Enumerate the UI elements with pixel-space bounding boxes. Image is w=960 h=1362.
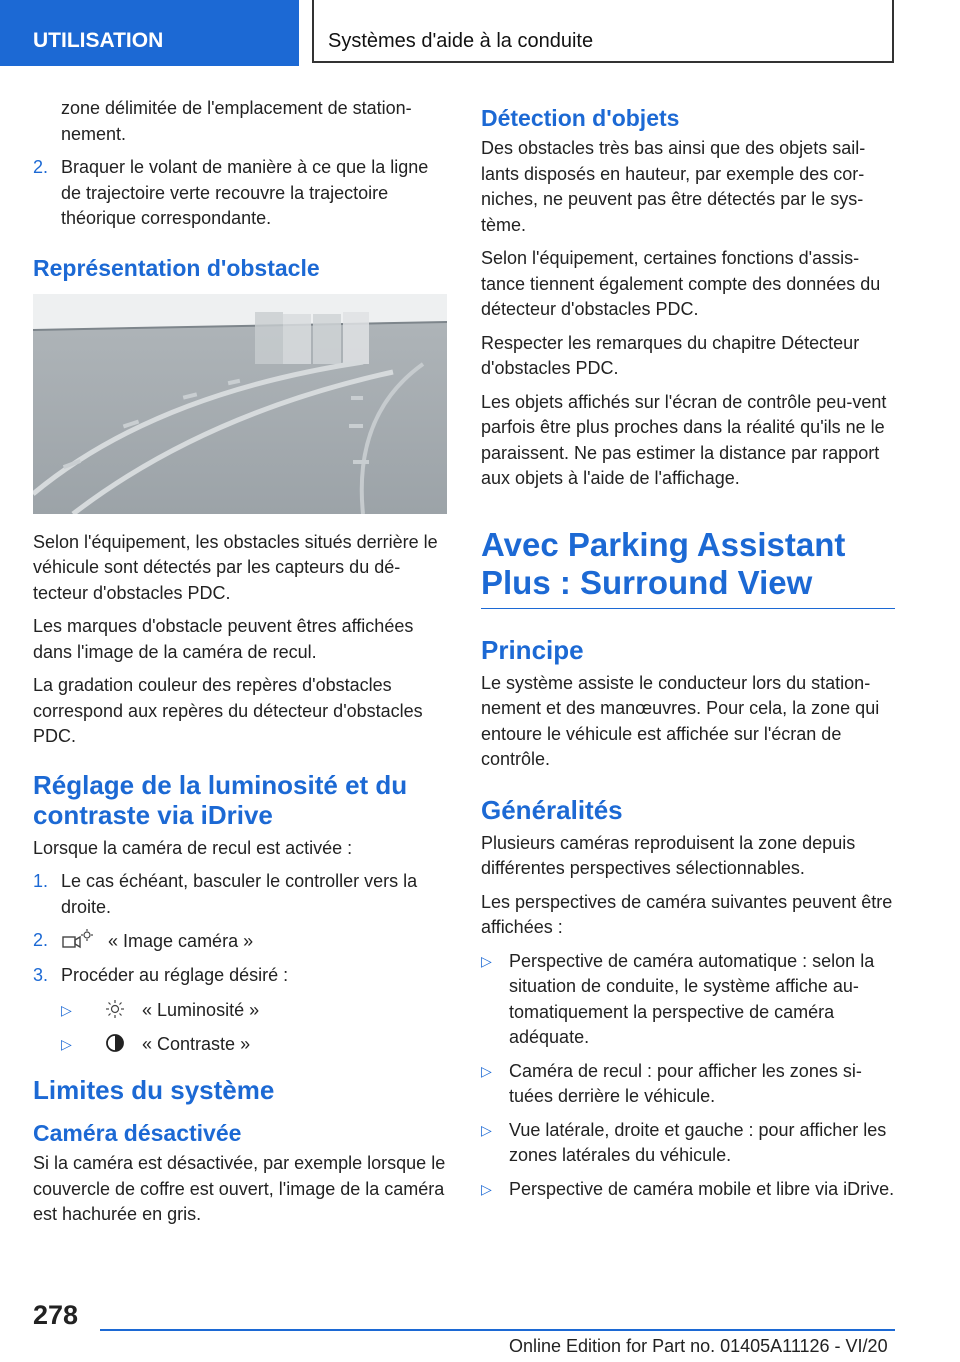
detection-paragraph-3: Respecter les remarques du chapitre Détecteur d'obstacles PDC. — [481, 332, 860, 378]
step-number: 2. — [33, 157, 49, 177]
camera-off-text: Si la caméra est désactivée, par exemple lorsque le couvercle de coffre est ouvert, l'image de la caméra est hachurée en gris. — [33, 1153, 446, 1224]
obstacle-heading: Représentation d'obstacle — [33, 254, 320, 281]
bullet-text: Perspective de caméra automatique : selon la situation de conduite, le système affiche au-tomatiquement la perspective de caméra adéquate. — [509, 950, 875, 1047]
list-item — [33, 155, 447, 232]
detection-paragraph-2: Selon l'équipement, certaines fonctions d'assis-tance tiennent également compte des données du détecteur d'obstacles PDC. — [481, 248, 881, 319]
step-text: « Image caméra » — [108, 931, 254, 951]
option-text: « Luminosité » — [142, 1000, 260, 1020]
camera-settings-icon — [61, 928, 95, 950]
bullet-text: Perspective de caméra mobile et libre via iDrive. — [509, 1178, 895, 1199]
list-item — [33, 963, 447, 989]
list-item — [33, 869, 447, 920]
camera-perspectives-list — [481, 949, 895, 1203]
list-item — [481, 1177, 895, 1203]
step-number: 3. — [33, 964, 49, 985]
obstacle-paragraph-2: Les marques d'obstacle peuvent êtres affichées dans l'image de la caméra de recul. — [33, 616, 414, 662]
obstacle-marker-2 — [283, 314, 311, 364]
edition-note: Online Edition for Part no. 01405A11126 - VI/20 — [509, 1336, 888, 1356]
camera-off-heading: Caméra désactivée — [33, 1120, 242, 1146]
obstacle-paragraph-1: Selon l'équipement, les obstacles situés derrière le véhicule sont détectés par les capteurs du dé-tecteur d'obstacles PDC. — [33, 531, 438, 603]
principle-heading: Principe — [481, 634, 584, 665]
continued-step-text: zone délimitée de l'emplacement de station-nement. — [61, 98, 412, 144]
list-item — [33, 96, 447, 147]
triangle-right-outline-icon: ▷ — [61, 1035, 72, 1052]
rear-camera-image — [33, 294, 447, 514]
list-item — [61, 998, 447, 1024]
triangle-right-outline-icon: ▷ — [481, 1180, 492, 1197]
contrast-icon — [105, 1033, 125, 1053]
step-text: Le cas échéant, basculer le controller vers la droite. — [61, 871, 418, 917]
obstacle-marker-4 — [343, 312, 369, 364]
step-number: 2. — [33, 930, 49, 950]
brightness-steps-list — [33, 869, 447, 988]
sun-icon — [105, 999, 125, 1019]
header-chapter-label: Systèmes d'aide à la conduite — [328, 30, 594, 52]
header-chapter-tab — [312, 0, 894, 63]
step-text: Braquer le volant de manière à ce que la ligne de trajectoire verte recouvre la trajectoire théorique correspondante. — [61, 157, 429, 228]
list-item — [481, 949, 895, 1051]
detection-heading: Détection d'objets — [481, 105, 680, 131]
general-paragraph-2: Les perspectives de caméra suivantes peuvent être affichées : — [481, 891, 893, 937]
step-number: 1. — [33, 871, 49, 891]
list-item — [481, 1059, 895, 1110]
list-item — [33, 928, 447, 955]
obstacle-paragraph-3: La gradation couleur des repères d'obstacles correspond aux repères du détecteur d'obstacles PDC. — [33, 675, 423, 746]
detection-paragraph-1: Des obstacles très bas ainsi que des objets sail-lants disposés en hauteur, par exemple des cor-niches, ne peuvent pas être détectés par le sys-tème. — [481, 138, 866, 235]
page-number: 278 — [33, 1300, 79, 1330]
bullet-text: Vue latérale, droite et gauche : pour afficher les zones latérales du véhicule. — [509, 1119, 887, 1165]
triangle-right-outline-icon: ▷ — [481, 1062, 492, 1079]
general-heading: Généralités — [481, 794, 623, 825]
detection-paragraph-4: Les objets affichés sur l'écran de contrôle peu-vent parfois être plus proches dans la réalité qu'ils ne le paraissent. Ne pas estimer la distance par rapport aux objets à l'aide de l'affichage. — [481, 391, 887, 488]
obstacle-marker-3 — [313, 314, 341, 364]
main-heading: Avec Parking Assistant Plus : Surround View — [481, 526, 895, 609]
header-section-label: UTILISATION — [33, 29, 164, 52]
triangle-right-outline-icon: ▷ — [481, 952, 492, 969]
brightness-intro: Lorsque la caméra de recul est activée : — [33, 837, 353, 858]
limits-heading: Limites du système — [33, 1075, 275, 1105]
triangle-right-outline-icon: ▷ — [481, 1121, 492, 1138]
triangle-right-outline-icon: ▷ — [61, 1002, 72, 1018]
bullet-text: Caméra de recul : pour afficher les zones si-tuées derrière le véhicule. — [509, 1060, 862, 1106]
left-column — [33, 96, 447, 1236]
adjustment-options-list — [33, 998, 447, 1057]
option-text: « Contraste » — [142, 1033, 251, 1054]
right-column — [481, 104, 895, 1210]
steps-continued-list — [33, 96, 447, 232]
header-section-tab — [0, 0, 299, 66]
footer-divider — [100, 1329, 895, 1331]
list-item — [481, 1118, 895, 1169]
brightness-heading: Réglage de la luminosité et du contraste via iDrive — [33, 769, 408, 830]
principle-text: Le système assiste le conducteur lors du station-nement et des manœuvres. Pour cela, la zone qui entoure le véhicule est affichée sur l'écran de contrôle. — [481, 672, 880, 769]
step-text: Procéder au réglage désiré : — [61, 964, 289, 985]
list-item — [61, 1032, 447, 1058]
obstacle-marker-1 — [255, 312, 283, 364]
general-paragraph-1: Plusieurs caméras reproduisent la zone depuis différentes perspectives sélectionnables. — [481, 832, 856, 878]
